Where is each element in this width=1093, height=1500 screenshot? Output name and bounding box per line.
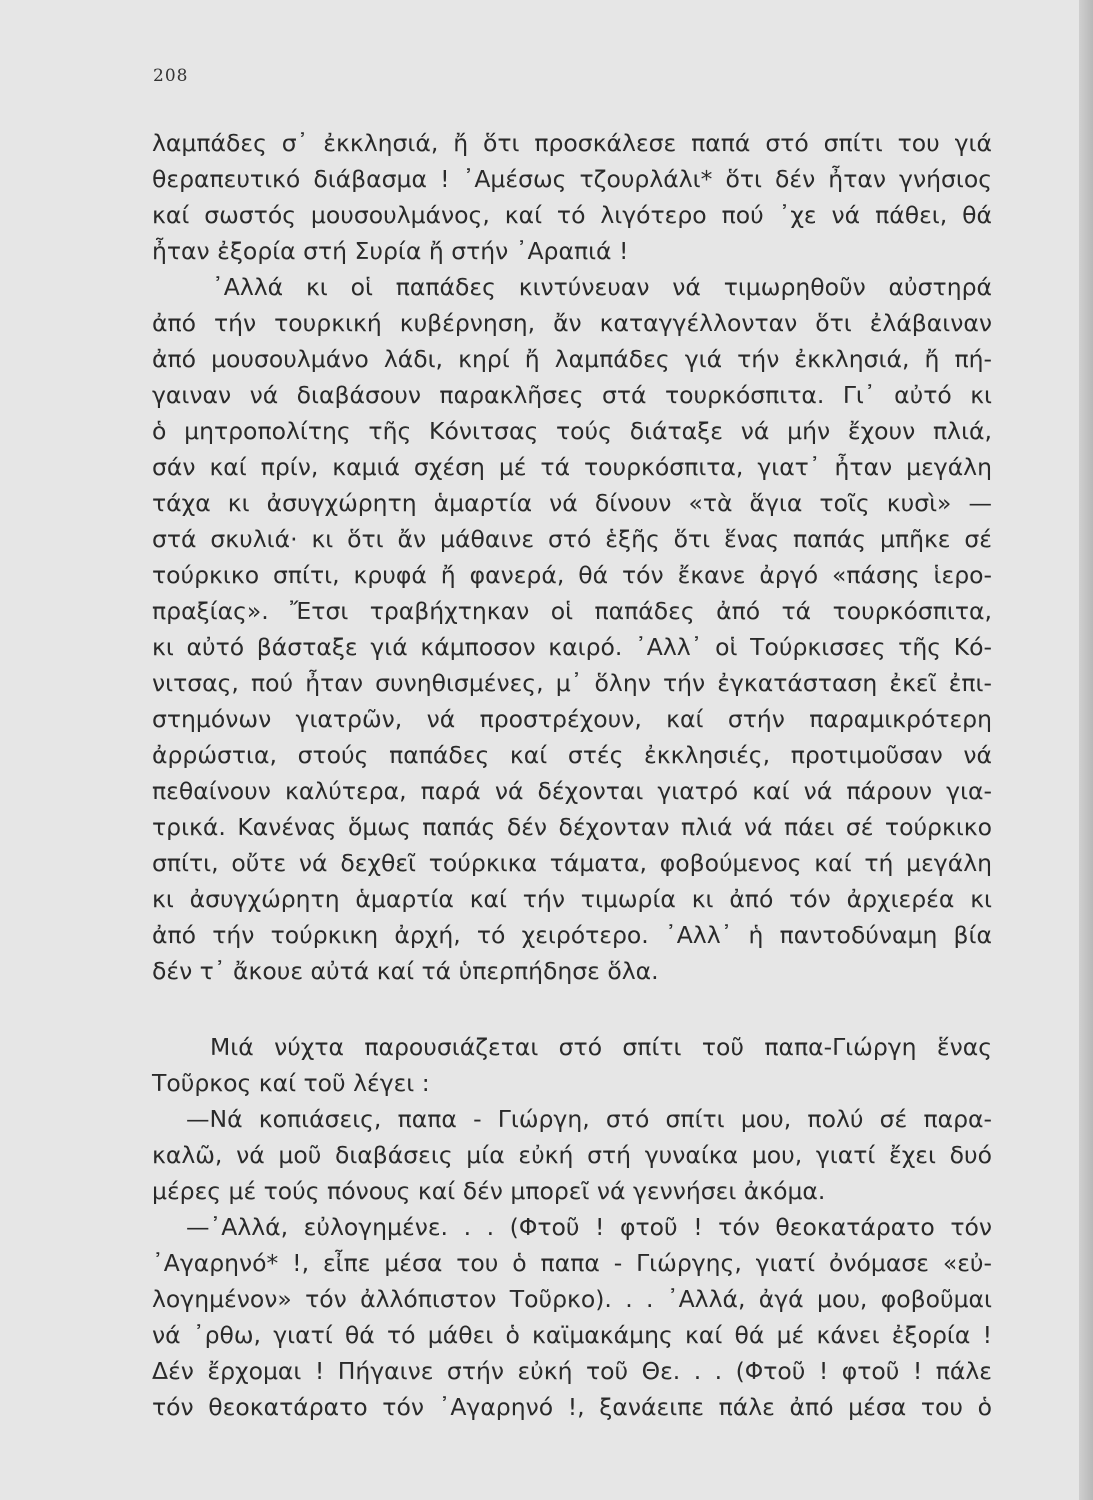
page-number: 208 (153, 66, 189, 86)
dialogue-line: —᾿Αλλά, εὐλογημένε. . . (Φτοῦ ! φτοῦ ! τόν θεοκατάρατο τόν (186, 1213, 992, 1241)
text-line: νιτσας, πού ἦταν συνηθισμένες, μ᾽ ὅλην τήν ἐγκατάσταση ἐκεῖ ἐπι- (152, 669, 992, 697)
text-line: καί σωστός μουσουλμάνος, καί τό λιγότερο πού ᾿χε νά πάθει, θά (152, 201, 992, 229)
dialogue-line: —Νά κοπιάσεις, παπα - Γιώργη, στό σπίτι μου, πολύ σέ παρα- (186, 1105, 992, 1133)
text-line: τρικά. Κανένας ὅμως παπάς δέν δέχονταν πλιά νά πάει σέ τούρκικο (152, 813, 992, 841)
paragraph-first-line: ᾿Αλλά κι οἱ παπάδες κιντύνευαν νά τιμωρηθοῦν αὐστηρά (212, 273, 992, 301)
text-line: σάν καί πρίν, καμιά σχέση μέ τά τουρκόσπιτα, γιατ᾽ ἦταν μεγάλη (152, 453, 992, 481)
text-line: στά σκυλιά· κι ὅτι ἄν μάθαινε στό ἑξῆς ὅτι ἕνας παπάς μπῆκε σέ (152, 525, 992, 553)
text-line: νά ᾿ρθω, γιατί θά τό μάθει ὁ καϊμακάμης καί θά μέ κάνει ἐξορία ! (152, 1321, 992, 1349)
text-line: γαιναν νά διαβάσουν παρακλῆσες στά τουρκόσπιτα. Γι᾽ αὐτό κι (152, 381, 992, 409)
text-line: μέρες μέ τούς πόνους καί δέν μπορεῖ νά γεννήσει ἀκόμα. (152, 1177, 826, 1205)
text-line: λαμπάδες σ᾽ ἐκκλησιά, ἤ ὅτι προσκάλεσε παπά στό σπίτι του γιά (152, 129, 992, 157)
text-line: ἦταν ἐξορία στή Συρία ἤ στήν ᾿Αραπιά ! (152, 237, 629, 265)
text-line: ἀρρώστια, στούς παπάδες καί στές ἐκκλησιές, προτιμοῦσαν νά (152, 741, 992, 769)
text-line: ὁ μητροπολίτης τῆς Κόνιτσας τούς διάταξε νά μήν ἔχουν πλιά, (152, 417, 992, 445)
text-line: ἀπό τήν τούρκικη ἀρχή, τό χειρότερο. ᾿Αλλ᾽ ἡ παντοδύναμη βία (152, 921, 992, 949)
text-line: λογημένον» τόν ἀλλόπιστον Τοῦρκο). . . ᾿Αλλά, ἀγά μου, φοβοῦμαι (152, 1285, 992, 1313)
text-line: τόν θεοκατάρατο τόν ᾿Αγαρηνό !, ξανάειπε πάλε ἀπό μέσα του ὁ (152, 1393, 992, 1421)
text-line: δέν τ᾽ ἄκουε αὐτά καί τά ὑπερπήδησε ὅλα. (152, 957, 659, 985)
text-line: καλῶ, νά μοῦ διαβάσεις μία εὐκή στή γυναίκα μου, γιατί ἔχει δυό (152, 1141, 992, 1169)
page-edge-shadow (1079, 0, 1093, 1500)
text-line: κι αὐτό βάσταξε γιά κάμποσον καιρό. ᾿Αλλ᾽ οἱ Τούρκισσες τῆς Κό- (152, 633, 992, 661)
paragraph-first-line: Μιά νύχτα παρουσιάζεται στό σπίτι τοῦ παπα-Γιώργη ἕνας (210, 1033, 992, 1061)
text-line: Τοῦρκος καί τοῦ λέγει : (152, 1069, 430, 1097)
text-line: ἀπό μουσουλμάνο λάδι, κηρί ἤ λαμπάδες γιά τήν ἐκκλησιά, ἤ πή- (152, 345, 992, 373)
text-line: Δέν ἔρχομαι ! Πήγαινε στήν εὐκή τοῦ Θε. . . (Φτοῦ ! φτοῦ ! πάλε (152, 1357, 992, 1385)
text-line: πεθαίνουν καλύτερα, παρά νά δέχονται γιατρό καί νά πάρουν για- (152, 777, 992, 805)
text-line: πραξίας». Ἔτσι τραβήχτηκαν οἱ παπάδες ἀπό τά τουρκόσπιτα, (152, 597, 992, 625)
text-line: ἀπό τήν τουρκική κυβέρνηση, ἄν καταγγέλλονταν ὅτι ἐλάβαιναν (152, 309, 992, 337)
text-line: κι ἀσυγχώρητη ἁμαρτία καί τήν τιμωρία κι ἀπό τόν ἀρχιερέα κι (152, 885, 992, 913)
text-line: τάχα κι ἀσυγχώρητη ἁμαρτία νά δίνουν «τὰ ἅγια τοῖς κυσὶ» — (152, 489, 992, 517)
text-line: ᾿Αγαρηνό* !, εἶπε μέσα του ὁ παπα - Γιώργης, γιατί ὀνόμασε «εὐ- (152, 1249, 992, 1277)
text-line: στημόνων γιατρῶν, νά προστρέχουν, καί στήν παραμικρότερη (152, 705, 992, 733)
text-line: τούρκικο σπίτι, κρυφά ἤ φανερά, θά τόν ἔκανε ἀργό «πάσης ἱερο- (152, 561, 992, 589)
text-line: σπίτι, οὔτε νά δεχθεῖ τούρκικα τάματα, φοβούμενος καί τή μεγάλη (152, 849, 992, 877)
text-line: θεραπευτικό διάβασμα ! ᾿Αμέσως τζουρλάλι* ὅτι δέν ἦταν γνήσιος (152, 165, 992, 193)
